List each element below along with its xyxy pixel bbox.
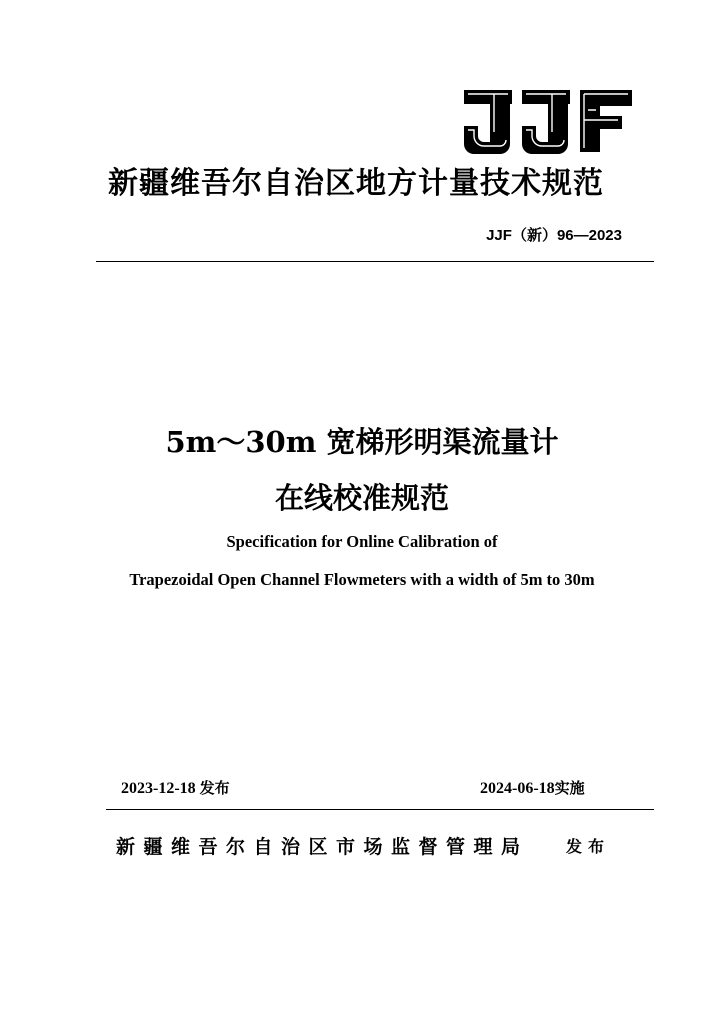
document-number: JJF（新）96—2023 [486,227,622,244]
implement-label: 实施 [554,779,585,797]
document-title-line-2: 在线校准规范 [274,481,449,515]
jjf-logo [460,86,635,154]
issuing-authority: 新疆维吾尔自治区市场监督管理局 [116,836,529,858]
implement-date: 2024-06-18 [480,780,555,797]
issue-date: 2023-12-18 [121,780,196,797]
issue-label: 发布 [199,779,230,797]
header-divider [96,261,654,262]
issue-date-block [121,777,230,798]
english-title-line-2: Trapezoidal Open Channel Flowmeters with a width of 5m to 30m [129,570,595,589]
standard-category-title: 新疆维吾尔自治区地方计量技术规范 [108,166,604,201]
footer-divider [106,809,654,810]
implement-date-block [480,777,585,798]
issuing-action: 发布 [566,837,611,856]
document-title-line-1: 5m～30m 宽梯形明渠流量计 [165,425,559,459]
english-title-line-1: Specification for Online Calibration of [226,532,498,551]
